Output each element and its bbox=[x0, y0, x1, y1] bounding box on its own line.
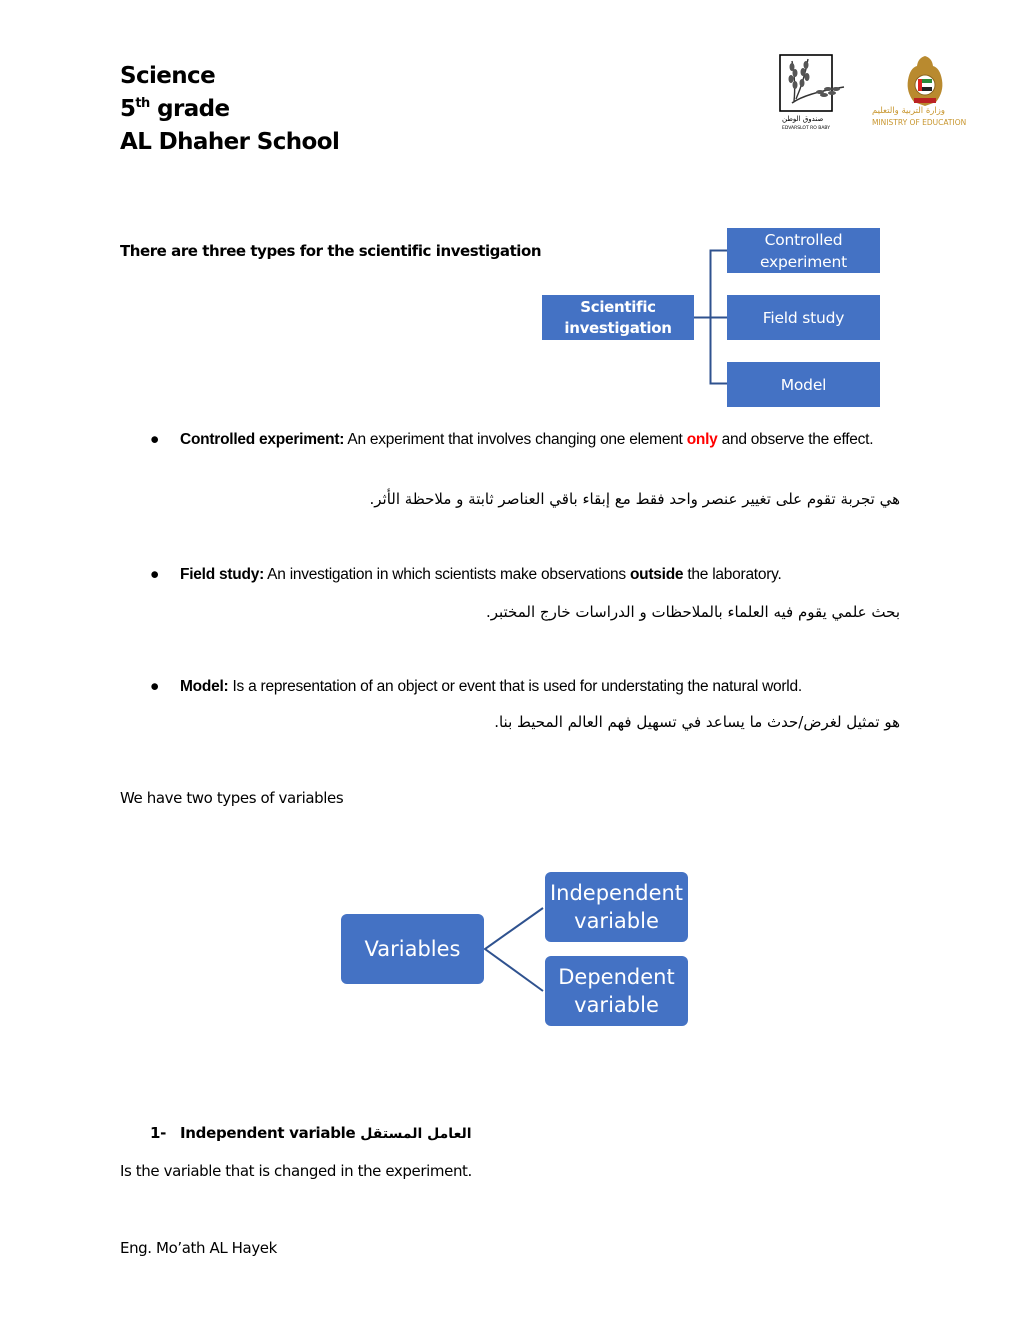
grade-suffix: th bbox=[135, 96, 150, 111]
definition-term: Field study: bbox=[180, 566, 264, 583]
diagram-connector-lines bbox=[690, 240, 730, 390]
independent-variable-definition: Is the variable that is changed in the experiment. bbox=[120, 1162, 472, 1180]
definition-text-end: and observe the effect. bbox=[717, 431, 874, 448]
school-title: AL Dhaher School bbox=[120, 129, 340, 155]
ministry-logo bbox=[870, 52, 980, 130]
definition-text: Is a representation of an object or event that is used for understating the natural world. bbox=[228, 678, 802, 695]
highlight-word: only bbox=[686, 431, 718, 448]
section-title-arabic: العامل المستقل bbox=[360, 1126, 472, 1142]
foundation-logo bbox=[778, 53, 848, 131]
variables-intro: We have two types of variables bbox=[120, 789, 344, 807]
definition-controlled-experiment bbox=[150, 428, 910, 452]
wheat-branch-icon bbox=[778, 53, 848, 131]
footer-author: Eng. Mo’ath AL Hayek bbox=[120, 1239, 277, 1257]
arabic-translation-field-study: بحث علمي يقوم فيه العلماء بالملاحظات و الدراسات خارج المختبر. bbox=[485, 603, 900, 621]
diagram-node-model: Model bbox=[727, 362, 880, 407]
definition-term: Controlled experiment: bbox=[180, 431, 345, 448]
bullet-icon: ● bbox=[150, 678, 160, 695]
diagram-node-field-study: Field study bbox=[727, 295, 880, 340]
investigation-intro: There are three types for the scientific investigation bbox=[120, 242, 542, 260]
falcon-emblem-icon bbox=[870, 52, 980, 130]
diagram-root-scientific-investigation: Scientific investigation bbox=[542, 295, 694, 340]
definition-text: An investigation in which scientists make observations bbox=[263, 566, 630, 583]
bold-word: outside bbox=[629, 566, 684, 583]
diagram-connector-lines bbox=[480, 900, 550, 1000]
logo-right-arabic: وزارة التربية والتعليم bbox=[872, 106, 945, 116]
grade-word: grade bbox=[157, 96, 230, 122]
diagram-node-independent-variable: Independent variable bbox=[545, 872, 688, 942]
section-title: Independent variable bbox=[180, 1124, 356, 1142]
logo-right-latin: MINISTRY OF EDUCATION bbox=[872, 118, 967, 127]
logo-left-latin: EDVARSLOT RO BABY bbox=[782, 126, 831, 131]
diagram-node-dependent-variable: Dependent variable bbox=[545, 956, 688, 1026]
document-header bbox=[120, 60, 339, 159]
bullet-icon: ● bbox=[150, 431, 160, 448]
subject-title: Science bbox=[120, 63, 216, 89]
definition-text-end: the laboratory. bbox=[683, 566, 782, 583]
definition-text: An experiment that involves changing one element bbox=[344, 431, 687, 448]
section-number: 1- bbox=[150, 1124, 167, 1142]
definition-field-study bbox=[150, 563, 910, 587]
grade-number: 5 bbox=[120, 96, 136, 122]
diagram-node-controlled-experiment: Controlled experiment bbox=[727, 228, 880, 273]
bullet-icon: ● bbox=[150, 566, 160, 583]
section-heading-independent-variable bbox=[150, 1124, 472, 1142]
diagram-root-variables: Variables bbox=[341, 914, 484, 984]
definition-term: Model: bbox=[180, 678, 229, 695]
arabic-translation-controlled-experiment: هي تجربة تقوم على تغيير عنصر واحد فقط مع إبقاء باقي العناصر ثابتة و ملاحظة الأثر. bbox=[369, 490, 900, 508]
grade-title bbox=[120, 93, 339, 126]
definition-model bbox=[150, 675, 910, 699]
arabic-translation-model: هو تمثيل لغرض/حدث ما يساعد في تسهيل فهم العالم المحيط بنا. bbox=[494, 713, 900, 731]
logo-left-arabic: صندوق الوطن bbox=[782, 115, 824, 123]
